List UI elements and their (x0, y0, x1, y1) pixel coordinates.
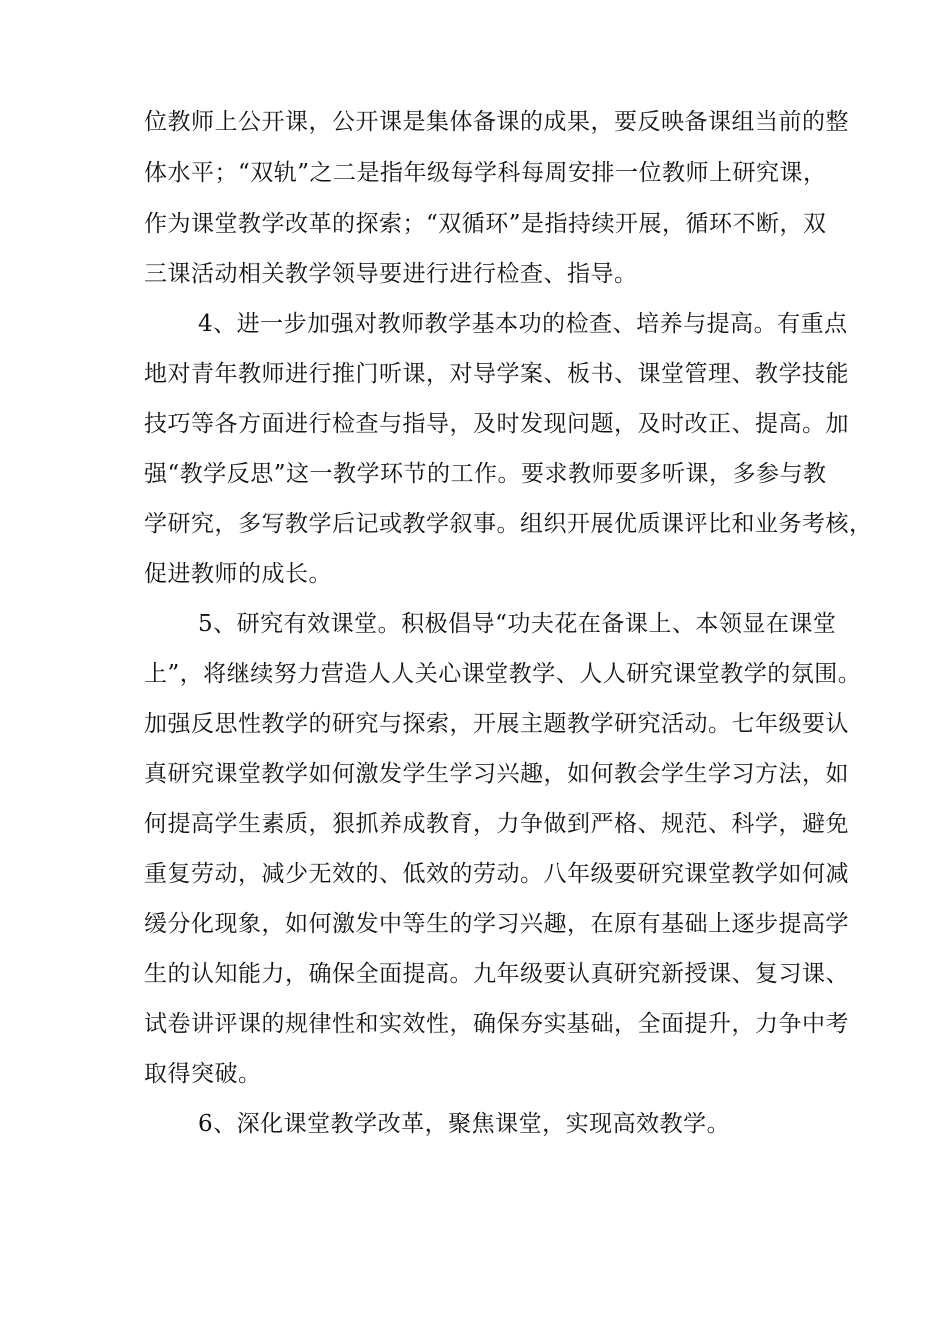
text-line: 加强反思性教学的研究与探索，开展主题教学研究活动。七年级要认 (144, 711, 849, 737)
text-line: 体水平；“双轨”之二是指年级每学科每周安排一位教师上研究课， (144, 160, 827, 186)
text-line: 取得突破。 (144, 1061, 262, 1087)
text-line: 强“教学反思”这一教学环节的工作。要求教师要多听课，多参与教 (144, 461, 827, 487)
text-line: 位教师上公开课，公开课是集体备课的成果，要反映备课组当前的整 (144, 109, 849, 135)
paragraph-6-first-line: 6、深化课堂教学改革，聚焦课堂，实现高效教学。 (198, 1111, 731, 1137)
text-line: 重复劳动，减少无效的、低效的劳动。八年级要研究课堂教学如何减 (144, 861, 849, 887)
text-line: 技巧等各方面进行检查与指导，及时发现问题，及时改正、提高。加 (144, 411, 849, 437)
paragraph-4-first-line: 4、进一步加强对教师教学基本功的检查、培养与提高。有重点 (198, 311, 848, 337)
paragraph-5-first-line: 5、研究有效课堂。积极倡导“功夫花在备课上、本领显在课堂 (198, 611, 837, 637)
text-line: 三课活动相关教学领导要进行进行检查、指导。 (144, 261, 638, 287)
text-line: 地对青年教师进行推门听课，对导学案、板书、课堂管理、教学技能 (144, 361, 849, 387)
text-line: 上”，将继续努力营造人人关心课堂教学、人人研究课堂教学的氛围。 (144, 661, 862, 687)
text-line: 学研究，多写教学后记或教学叙事。组织开展优质课评比和业务考核， (144, 511, 873, 537)
text-line: 促进教师的成长。 (144, 561, 332, 587)
text-line: 真研究课堂教学如何激发学生学习兴趣，如何教会学生学习方法，如 (144, 761, 849, 787)
text-line: 生的认知能力，确保全面提高。九年级要认真研究新授课、复习课、 (144, 961, 849, 987)
text-line: 试卷讲评课的规律性和实效性，确保夯实基础，全面提升，力争中考 (144, 1011, 849, 1037)
text-line: 缓分化现象，如何激发中等生的学习兴趣，在原有基础上逐步提高学 (144, 911, 849, 937)
text-line: 何提高学生素质，狠抓养成教育，力争做到严格、规范、科学，避免 (144, 811, 849, 837)
text-line: 作为课堂教学改革的探索；“双循环”是指持续开展，循环不断，双 (144, 211, 827, 237)
